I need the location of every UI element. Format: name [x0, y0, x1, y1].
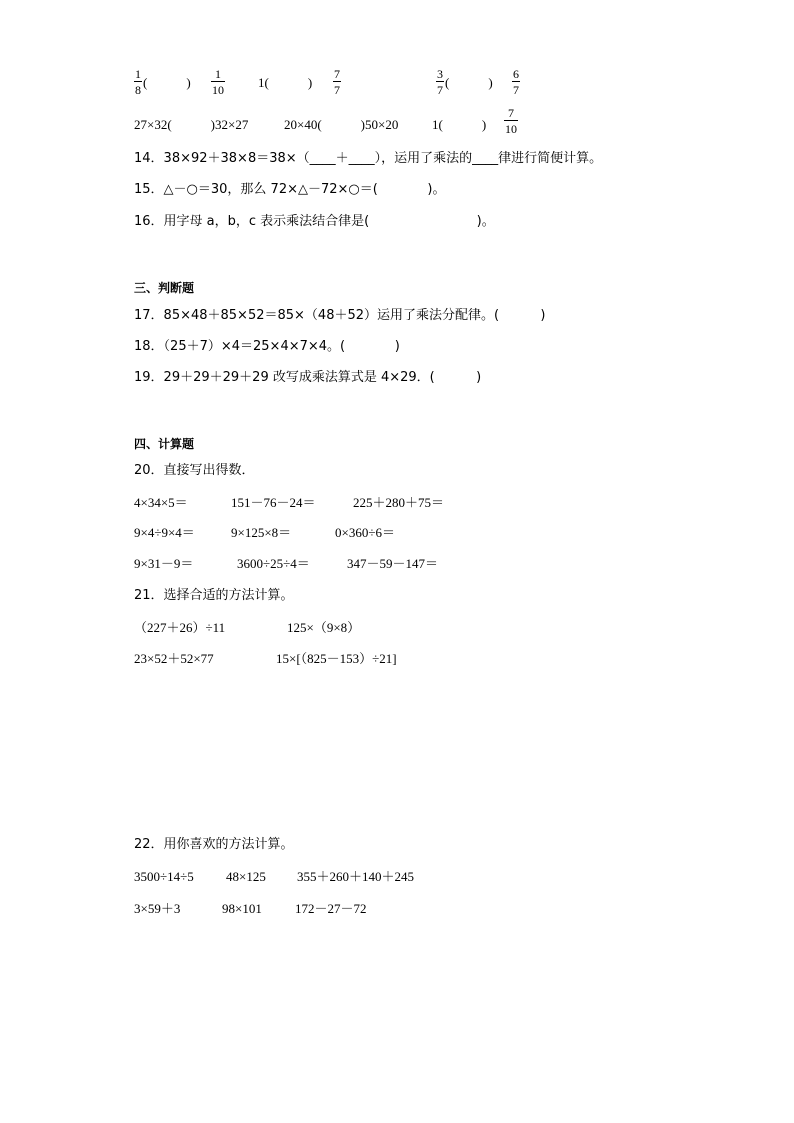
calc-item: 172－27－72: [295, 901, 367, 916]
fraction-6-7: 6 7: [513, 67, 519, 97]
calc-item: （227＋26）÷11: [134, 620, 226, 635]
section-heading-calculation: 四、计算题: [134, 437, 195, 451]
question-18: 18．（25＋7）×4＝25×4×7×4。( ): [134, 339, 400, 354]
question-20-title: 20．直接写出得数．: [134, 463, 255, 478]
fraction-3-7: 3 7: [437, 67, 443, 97]
calc-item: 355＋260＋140＋245: [297, 869, 415, 884]
calc-item: 23×52＋52×77: [134, 651, 214, 666]
fraction-7-7: 7 7: [334, 67, 340, 97]
compare-20x40[interactable]: 20×40( )50×20: [284, 117, 399, 132]
calc-item: 3600÷25÷4＝: [237, 556, 310, 571]
question-14: 14．38×92＋38×8＝38×（____＋____），运用了乘法的____律进行简便计算。: [134, 151, 603, 166]
answer-blank[interactable]: 1( ): [258, 75, 313, 90]
question-16: 16．用字母 a，b，c 表示乘法结合律是( )。: [134, 214, 495, 229]
calc-item: 151－76－24＝: [231, 495, 316, 510]
answer-blank[interactable]: 1( ): [432, 117, 487, 132]
question-15: 15．△－○＝30，那么 72×△－72×○＝( )。: [134, 182, 446, 197]
calc-item: 9×31－9＝: [134, 556, 194, 571]
fraction-7-10: 7 10: [505, 106, 517, 136]
calc-item: 0×360÷6＝: [335, 525, 395, 540]
fraction-1-10: 1 10: [212, 67, 224, 97]
calc-item: 48×125: [226, 869, 266, 884]
calc-item: 3500÷14÷5: [134, 869, 194, 884]
calc-item: 3×59＋3: [134, 901, 181, 916]
compare-27x32[interactable]: 27×32( )32×27: [134, 117, 249, 132]
fraction-1-8: 1 8: [135, 67, 141, 97]
calc-item: 9×4÷9×4＝: [134, 525, 195, 540]
question-22-title: 22．用你喜欢的方法计算。: [134, 837, 294, 852]
section-heading-judgment: 三、判断题: [134, 281, 195, 295]
calc-item: 98×101: [222, 901, 262, 916]
calc-item: 347－59－147＝: [347, 556, 439, 571]
question-19: 19．29＋29＋29＋29 改写成乘法算式是 4×29．( ): [134, 370, 482, 385]
question-21-title: 21．选择合适的方法计算。: [134, 588, 294, 603]
answer-blank[interactable]: ( ): [445, 75, 493, 90]
calc-item: 225＋280＋75＝: [353, 495, 445, 510]
calc-item: 4×34×5＝: [134, 495, 188, 510]
calc-item: 15×[（825－153）÷21]: [276, 651, 397, 666]
calc-item: 9×125×8＝: [231, 525, 292, 540]
calc-item: 125×（9×8）: [287, 620, 361, 635]
question-17: 17．85×48＋85×52＝85×（48＋52）运用了乘法分配律。( ): [134, 308, 546, 323]
answer-blank[interactable]: ( ): [143, 75, 191, 90]
